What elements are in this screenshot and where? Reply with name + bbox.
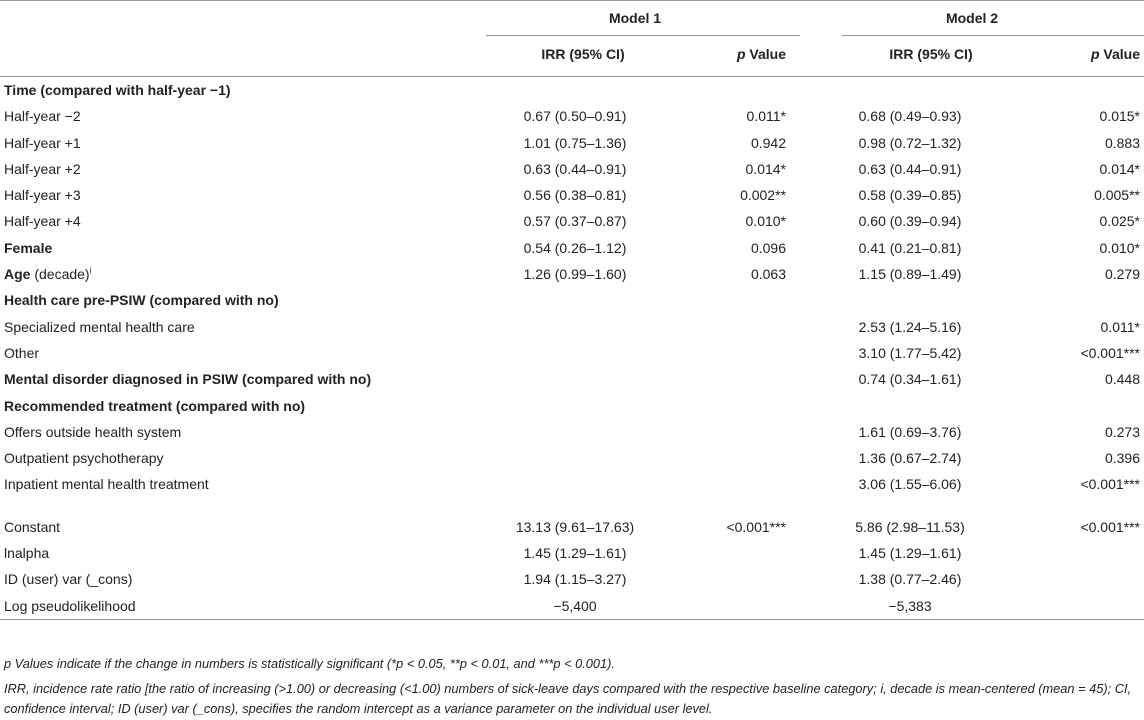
m2-pvalue-cell: 0.273	[1104, 423, 1140, 440]
m2-value-word: Value	[1099, 46, 1140, 62]
row-label-suffix: (decade)	[30, 266, 90, 283]
column-header-row	[0, 35, 1144, 77]
m1-irr-cell: 0.57 (0.37–0.87)	[523, 213, 627, 230]
m2-pvalue-cell: 0.011*	[1100, 318, 1140, 335]
m1-irr-cell: −5,400	[470, 593, 680, 620]
m2-pvalue-cell: 0.015*	[1099, 108, 1140, 125]
row-label: lnalpha	[4, 545, 50, 562]
m2-irr-cell: 3.06 (1.55–6.06)	[858, 476, 962, 493]
m2-pvalue-cell: 0.396	[1104, 450, 1140, 467]
m1-irr-cell: 1.45 (1.29–1.61)	[523, 545, 627, 562]
group-label: Time (compared with half-year −1)	[4, 82, 231, 98]
m1-irr-cell: 1.94 (1.15–3.27)	[523, 571, 627, 588]
table-row	[0, 103, 1144, 129]
table-row	[0, 130, 1144, 156]
m1-pvalue-cell: 0.096	[750, 239, 786, 256]
m1-pvalue-cell: 0.063	[750, 266, 786, 283]
m1-irr-cell	[470, 445, 680, 471]
m2-irr-cell: 0.60 (0.39–0.94)	[858, 213, 962, 230]
m2-pvalue-cell: 0.005**	[1094, 187, 1140, 204]
model2-heading: Model 2	[800, 1, 1144, 36]
m1-irr-cell	[470, 471, 680, 497]
m1-pvalue-cell	[680, 593, 800, 620]
row-label: Log pseudolikelihood	[0, 593, 470, 620]
row-label: Other	[4, 344, 40, 361]
table-row	[0, 208, 1144, 234]
row-label: Outpatient psychotherapy	[4, 450, 164, 467]
table-row	[0, 514, 1144, 540]
m2-irr-cell: 1.45 (1.29–1.61)	[858, 545, 962, 562]
m1-pvalue-cell: 0.942	[750, 134, 786, 151]
m1-irr-cell	[470, 366, 680, 392]
m2-pvalue-cell: <0.001***	[1080, 476, 1140, 493]
m2-pvalue-header	[1020, 35, 1144, 77]
m1-irr-header-text: IRR (95% CI)	[486, 35, 680, 72]
m1-pvalue-header	[680, 35, 800, 77]
group-header-row	[0, 77, 1144, 104]
m2-pvalue-cell	[1020, 593, 1144, 620]
m2-irr-cell: 0.58 (0.39–0.85)	[858, 187, 962, 204]
m1-pvalue-cell	[680, 314, 800, 340]
group-header-row	[0, 393, 1144, 419]
m1-pvalue-cell	[680, 540, 800, 566]
m1-pvalue-cell: 0.002**	[740, 187, 786, 204]
m2-irr-cell: 1.61 (0.69–3.76)	[858, 423, 962, 440]
row-label: Inpatient mental health treatment	[4, 476, 209, 493]
m2-irr-header	[800, 35, 1020, 77]
m1-pvalue-cell	[680, 340, 800, 366]
row-label: Half-year +1	[4, 134, 81, 151]
row-label-superscript: i	[89, 265, 92, 276]
m1-pvalue-cell: 0.010*	[745, 213, 786, 230]
m1-pvalue-cell	[680, 471, 800, 497]
m2-irr-cell: 0.63 (0.44–0.91)	[858, 160, 962, 177]
m1-irr-cell: 0.67 (0.50–0.91)	[523, 108, 627, 125]
m1-irr-header	[470, 35, 680, 77]
m2-pvalue-cell: 0.010*	[1099, 239, 1140, 256]
m2-irr-cell: 0.74 (0.34–1.61)	[858, 371, 962, 388]
table-row	[0, 235, 1144, 261]
m2-irr-cell: 0.68 (0.49–0.93)	[858, 108, 962, 125]
m1-irr-cell: 13.13 (9.61–17.63)	[515, 518, 635, 535]
m1-pvalue-cell	[680, 445, 800, 471]
m1-p-letter: p	[736, 46, 746, 62]
m2-p-letter: p	[1090, 46, 1100, 62]
m1-pvalue-cell: 0.011*	[746, 108, 786, 125]
m1-pvalue-cell	[680, 419, 800, 445]
table-row	[0, 261, 1144, 287]
row-label: Offers outside health system	[4, 423, 182, 440]
m2-pvalue-cell: 0.025*	[1099, 213, 1140, 230]
m2-irr-cell: 0.41 (0.21–0.81)	[858, 239, 962, 256]
table-row	[0, 540, 1144, 566]
table-row	[0, 314, 1144, 340]
row-label: Mental disorder diagnosed in PSIW (compared with no)	[4, 371, 372, 388]
m2-irr-cell: −5,383	[800, 593, 1020, 620]
row-label: ID (user) var (_cons)	[4, 571, 133, 588]
m2-irr-cell: 5.86 (2.98–11.53)	[855, 518, 965, 535]
m2-irr-header-text: IRR (95% CI)	[842, 35, 1020, 72]
row-label: Specialized mental health care	[4, 318, 195, 335]
m1-irr-cell	[470, 419, 680, 445]
row-label: Female	[4, 239, 53, 256]
m2-pvalue-cell: <0.001***	[1080, 344, 1140, 361]
group-label: Recommended treatment (compared with no)	[4, 397, 306, 414]
model1-heading: Model 1	[470, 1, 800, 36]
m2-irr-cell: 1.36 (0.67–2.74)	[858, 450, 962, 467]
m1-pvalue-cell: <0.001***	[726, 518, 786, 535]
spacer-row	[0, 498, 1144, 514]
m1-pvalue-cell	[680, 366, 800, 392]
m1-pvalue-cell	[680, 566, 800, 592]
footnote-pvalues: p Values indicate if the change in numbers is statistically significant (*p < 0.05, **p < 0.01, and ***p < 0.001).	[4, 656, 615, 671]
m2-irr-cell: 2.53 (1.24–5.16)	[858, 318, 962, 335]
row-label: Half-year +2	[4, 160, 81, 177]
group-header-row	[0, 287, 1144, 313]
table-row	[0, 340, 1144, 366]
m2-pvalue-cell: <0.001***	[1080, 518, 1140, 535]
table-row	[0, 566, 1144, 592]
table-row	[0, 182, 1144, 208]
table-row	[0, 156, 1144, 182]
group-label: Health care pre-PSIW (compared with no)	[4, 292, 279, 309]
table-footnotes	[4, 654, 1140, 719]
m2-irr-cell: 1.38 (0.77–2.46)	[858, 571, 962, 588]
footnote-abbreviations: IRR, incidence rate ratio [the ratio of increasing (>1.00) or decreasing (<1.00) numbers of sick-leave days compared with the respective baseline category; i, decade is mean-centered (mean = 45); CI, confidence interval; ID (user) var (_cons), specifies the random intercept as a variance parameter on the individual user level.	[4, 681, 1132, 716]
row-label: Half-year +3	[4, 187, 81, 204]
table-row	[0, 445, 1144, 471]
m1-pvalue-cell: 0.014*	[745, 160, 786, 177]
m1-irr-cell	[470, 314, 680, 340]
row-label: Constant	[4, 518, 61, 535]
m1-irr-cell: 0.56 (0.38–0.81)	[523, 187, 627, 204]
table-body	[0, 77, 1144, 620]
row-label	[0, 261, 470, 287]
m2-irr-cell: 1.15 (0.89–1.49)	[858, 266, 962, 283]
table-row	[0, 366, 1144, 392]
m2-irr-cell: 0.98 (0.72–1.32)	[858, 134, 962, 151]
m1-irr-cell: 0.63 (0.44–0.91)	[523, 160, 627, 177]
m2-pvalue-cell: 0.279	[1104, 266, 1140, 283]
m2-irr-cell: 3.10 (1.77–5.42)	[858, 344, 962, 361]
m2-pvalue-cell: 0.883	[1104, 134, 1140, 151]
table-row	[0, 593, 1144, 620]
m1-irr-cell	[470, 340, 680, 366]
m1-irr-cell: 0.54 (0.26–1.12)	[523, 239, 627, 256]
table-row	[0, 419, 1144, 445]
m2-pvalue-cell	[1020, 566, 1144, 592]
m2-pvalue-cell: 0.014*	[1099, 160, 1140, 177]
table-row	[0, 471, 1144, 497]
m1-irr-cell: 1.26 (0.99–1.60)	[523, 266, 627, 283]
model-header-row	[0, 1, 1144, 36]
m1-irr-cell: 1.01 (0.75–1.36)	[523, 134, 627, 151]
row-label: Half-year −2	[4, 108, 81, 125]
m1-value-word: Value	[745, 46, 786, 62]
row-label: Half-year +4	[4, 213, 81, 230]
row-label-text: Age	[4, 266, 31, 283]
m2-pvalue-cell	[1020, 540, 1144, 566]
m2-pvalue-cell: 0.448	[1104, 371, 1140, 388]
